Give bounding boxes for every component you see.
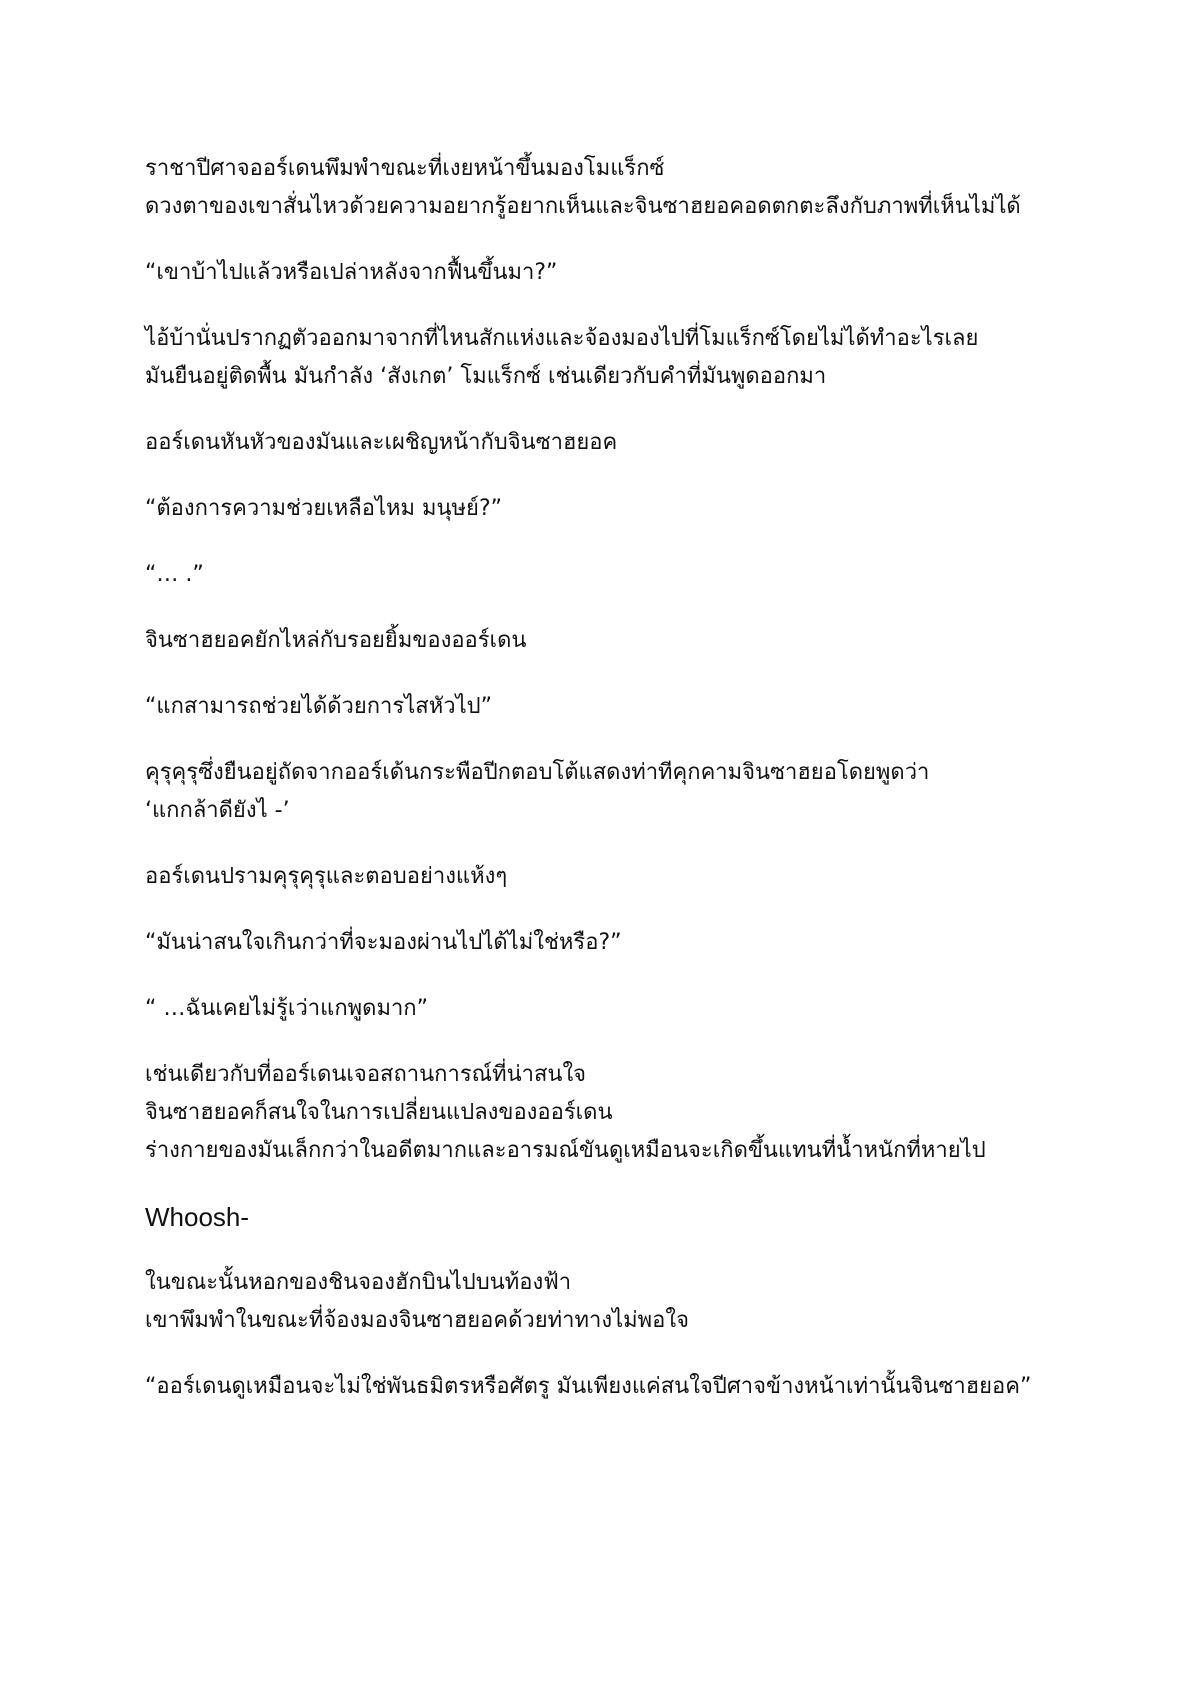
paragraph [145, 1264, 1055, 1340]
text-line: ไอ้บ้านั่นปรากฏตัวออกมาจากที่ไหนสักแห่งและจ้องมองไปที่โมแร็กซ์โดยไม่ได้ทำอะไรเลย [145, 326, 979, 351]
text-line: ราชาปีศาจออร์เดนพึมพำขณะที่เงยหน้าขึ้นมองโมแร็กซ์ [145, 156, 665, 181]
text-line: ออร์เดนปรามคุรุคุรุและตอบอย่างแห้งๆ [145, 864, 508, 889]
paragraph [145, 622, 1055, 660]
paragraph [145, 924, 1055, 962]
text-line: มันยืนอยู่ติดพื้น มันกำลัง ‘สังเกต’ โมแร็กซ์ เช่นเดียวกับคำที่มันพูดออกมา [145, 364, 827, 389]
paragraph [145, 320, 1055, 396]
text-line: เขาพึมพำในขณะที่จ้องมองจินซาฮยอคด้วยท่าทางไม่พอใจ [145, 1308, 689, 1333]
paragraph [145, 424, 1055, 462]
text-line: จินซาฮยอคยักไหล่กับรอยยิ้มของออร์เดน [145, 628, 527, 653]
text-line: จินซาฮยอคก็สนใจในการเปลี่ยนแปลงของออร์เดน [145, 1100, 613, 1125]
paragraph [145, 556, 1055, 594]
text-line: ออร์เดนหันหัวของมันและเผชิญหน้ากับจินซาฮยอค [145, 430, 618, 455]
paragraph [145, 254, 1055, 292]
text-line: “เขาบ้าไปแล้วหรือเปล่าหลังจากฟื้นขึ้นมา?” [145, 260, 558, 285]
text-line: คุรุคุรุซึ่งยืนอยู่ถัดจากออร์เด้นกระพือปีกตอบโต้แสดงท่าทีคุกคามจินซาฮยอโดยพูดว่า [145, 760, 930, 785]
paragraph [145, 990, 1055, 1028]
paragraph [145, 150, 1055, 226]
text-line: เช่นเดียวกับที่ออร์เดนเจอสถานการณ์ที่น่าสนใจ [145, 1062, 587, 1087]
text-line: “ออร์เดนดูเหมือนจะไม่ใช่พันธมิตรหรือศัตรู มันเพียงแค่สนใจปีศาจข้างหน้าเท่านั้นจินซาฮยอค” [145, 1374, 1032, 1399]
text-line: “ …ฉันเคยไม่รู้เว่าแกพูดมาก” [145, 996, 429, 1021]
text-line: ‘แกกล้าดียังไ -’ [145, 798, 290, 823]
text-line: “มันน่าสนใจเกินกว่าที่จะมองผ่านไปได้ไม่ใช่หรือ?” [145, 930, 622, 955]
text-line: ร่างกายของมันเล็กกว่าในอดีตมากและอารมณ์ขันดูเหมือนจะเกิดขึ้นแทนที่น้ำหนักที่หายไป [145, 1138, 986, 1163]
text-line: “… .” [145, 562, 204, 587]
text-line: “แกสามารถช่วยได้ด้วยการไสหัวไป” [145, 694, 492, 719]
text-line: ในขณะนั้นหอกของชินจองฮักบินไปบนท้องฟ้า [145, 1270, 572, 1295]
text-line: “ต้องการความช่วยเหลือไหม มนุษย์?” [145, 496, 503, 521]
document-body [145, 150, 1055, 1434]
paragraph [145, 858, 1055, 896]
paragraph [145, 1056, 1055, 1170]
paragraph [145, 490, 1055, 528]
text-line: Whoosh- [145, 1202, 250, 1232]
paragraph [145, 688, 1055, 726]
text-line: ดวงตาของเขาสั่นไหวด้วยความอยากรู้อยากเห็นและจินซาฮยอคอดตกตะลึงกับภาพที่เห็นไม่ได้ [145, 194, 1021, 219]
paragraph [145, 1198, 1055, 1236]
paragraph [145, 1368, 1055, 1406]
paragraph [145, 754, 1055, 830]
